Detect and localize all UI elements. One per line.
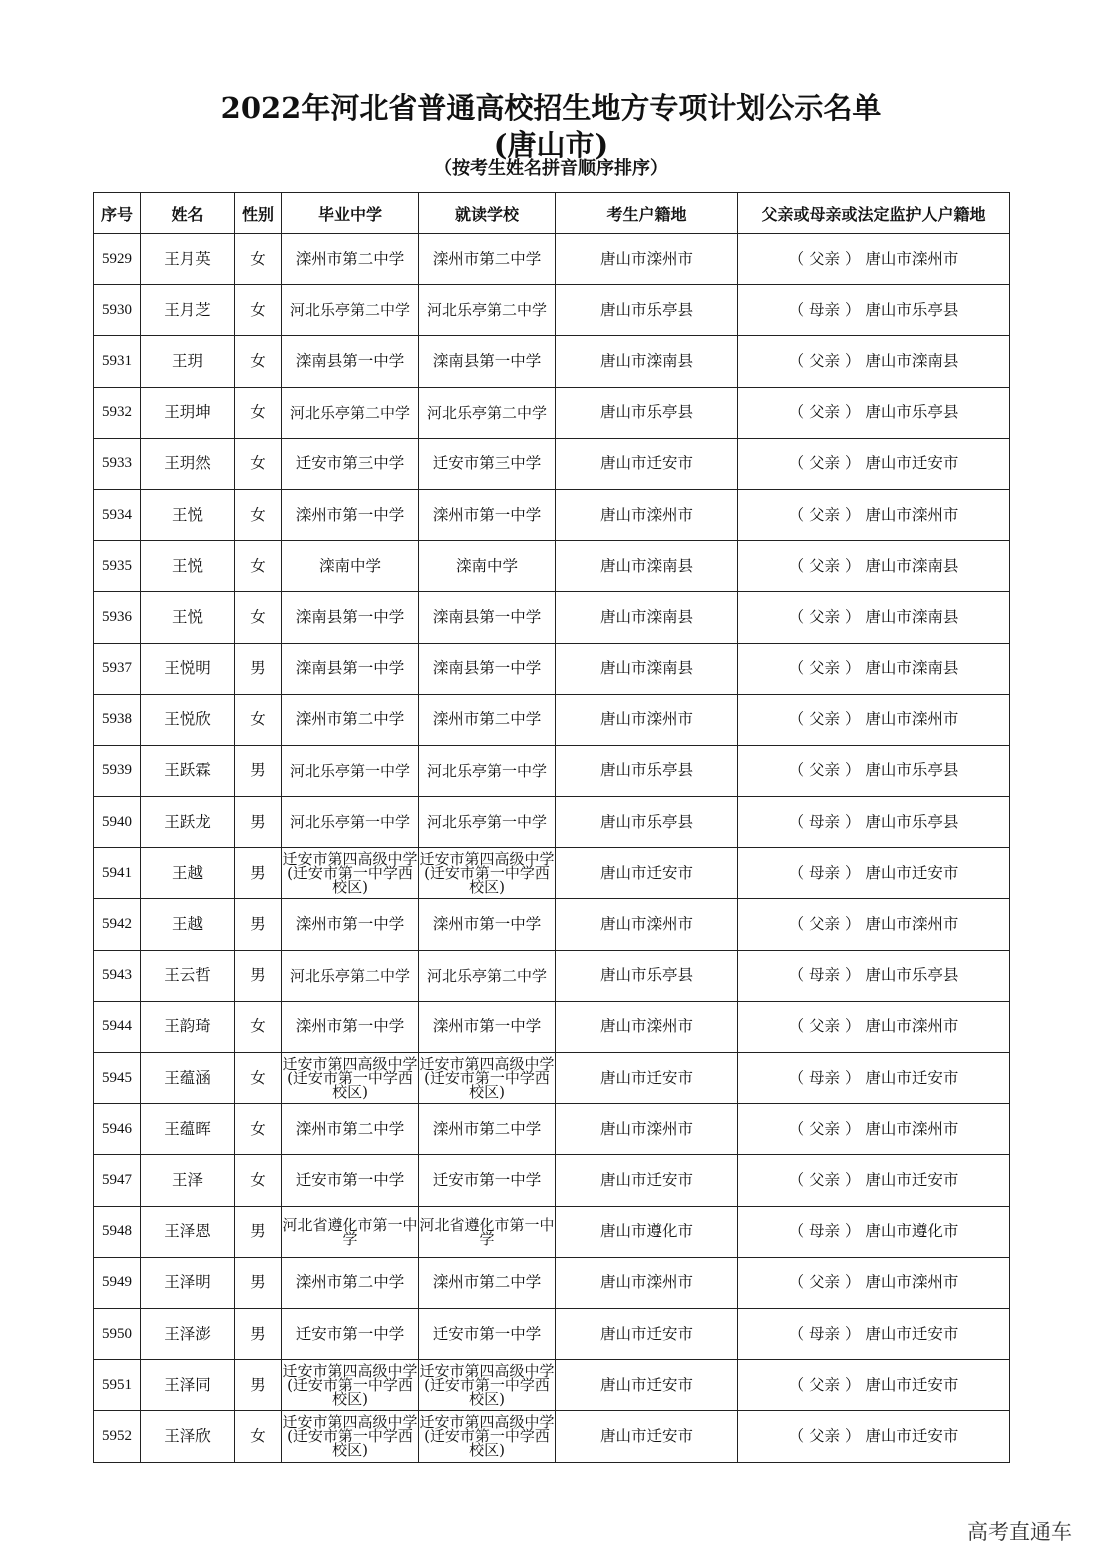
hukou-cell: 唐山市迁安市 [556, 1360, 738, 1411]
graduation-school-cell: 迁安市第四高级中学(迁安市第一中学西校区) [282, 1411, 419, 1462]
current-school-cell: 河北乐亭第二中学 [419, 387, 556, 438]
table-row [94, 592, 1010, 643]
gender-cell: 女 [235, 1001, 282, 1052]
name-cell: 王悦欣 [141, 694, 235, 745]
table-row [94, 694, 1010, 745]
gender-cell: 女 [235, 541, 282, 592]
gender-cell: 女 [235, 1155, 282, 1206]
gender-cell: 男 [235, 899, 282, 950]
guardian-hukou-cell: （ 母亲 ） 唐山市乐亭县 [738, 950, 1010, 1001]
hukou-cell: 唐山市滦州市 [556, 694, 738, 745]
gender-cell: 男 [235, 643, 282, 694]
index-cell: 5941 [94, 848, 141, 899]
table-row [94, 950, 1010, 1001]
graduation-school-cell: 迁安市第三中学 [282, 438, 419, 489]
gender-cell: 女 [235, 285, 282, 336]
index-cell: 5939 [94, 745, 141, 796]
header-name: 姓名 [141, 193, 235, 234]
table-row [94, 489, 1010, 540]
header-hukou: 考生户籍地 [556, 193, 738, 234]
name-cell: 王蕴涵 [141, 1053, 235, 1104]
name-cell: 王韵琦 [141, 1001, 235, 1052]
graduation-school-cell: 迁安市第四高级中学(迁安市第一中学西校区) [282, 1053, 419, 1104]
current-school-cell: 滦州市第一中学 [419, 489, 556, 540]
header-guardian-hukou: 父亲或母亲或法定监护人户籍地 [738, 193, 1010, 234]
table-row [94, 234, 1010, 285]
gender-cell: 男 [235, 1257, 282, 1308]
guardian-hukou-cell: （ 父亲 ） 唐山市乐亭县 [738, 387, 1010, 438]
hukou-cell: 唐山市滦南县 [556, 336, 738, 387]
name-cell: 王泽同 [141, 1360, 235, 1411]
hukou-cell: 唐山市乐亭县 [556, 285, 738, 336]
hukou-cell: 唐山市迁安市 [556, 1308, 738, 1359]
guardian-hukou-cell: （ 母亲 ） 唐山市乐亭县 [738, 797, 1010, 848]
name-cell: 王玥然 [141, 438, 235, 489]
graduation-school-cell: 迁安市第四高级中学(迁安市第一中学西校区) [282, 848, 419, 899]
hukou-cell: 唐山市滦州市 [556, 489, 738, 540]
current-school-cell: 滦州市第二中学 [419, 694, 556, 745]
name-cell: 王悦明 [141, 643, 235, 694]
hukou-cell: 唐山市乐亭县 [556, 797, 738, 848]
guardian-hukou-cell: （ 父亲 ） 唐山市滦州市 [738, 1001, 1010, 1052]
guardian-hukou-cell: （ 父亲 ） 唐山市迁安市 [738, 1360, 1010, 1411]
index-cell: 5947 [94, 1155, 141, 1206]
index-cell: 5952 [94, 1411, 141, 1462]
index-cell: 5946 [94, 1104, 141, 1155]
current-school-cell: 迁安市第四高级中学(迁安市第一中学西校区) [419, 1360, 556, 1411]
name-cell: 王泽澎 [141, 1308, 235, 1359]
table-row [94, 1308, 1010, 1359]
gender-cell: 男 [235, 797, 282, 848]
current-school-cell: 滦州市第一中学 [419, 899, 556, 950]
index-cell: 5940 [94, 797, 141, 848]
guardian-hukou-cell: （ 父亲 ） 唐山市滦州市 [738, 1257, 1010, 1308]
name-cell: 王泽 [141, 1155, 235, 1206]
table-row [94, 1257, 1010, 1308]
current-school-cell: 滦南县第一中学 [419, 336, 556, 387]
hukou-cell: 唐山市遵化市 [556, 1206, 738, 1257]
table-row [94, 1053, 1010, 1104]
index-cell: 5942 [94, 899, 141, 950]
hukou-cell: 唐山市滦南县 [556, 643, 738, 694]
name-cell: 王泽欣 [141, 1411, 235, 1462]
header-gender: 性别 [235, 193, 282, 234]
name-cell: 王悦 [141, 489, 235, 540]
index-cell: 5930 [94, 285, 141, 336]
name-cell: 王越 [141, 899, 235, 950]
gender-cell: 女 [235, 1411, 282, 1462]
gender-cell: 女 [235, 1053, 282, 1104]
current-school-cell: 河北乐亭第一中学 [419, 745, 556, 796]
graduation-school-cell: 迁安市第一中学 [282, 1308, 419, 1359]
name-cell: 王玥坤 [141, 387, 235, 438]
hukou-cell: 唐山市滦州市 [556, 1001, 738, 1052]
graduation-school-cell: 河北乐亭第二中学 [282, 285, 419, 336]
gender-cell: 男 [235, 1360, 282, 1411]
graduation-school-cell: 滦州市第一中学 [282, 1001, 419, 1052]
name-cell: 王越 [141, 848, 235, 899]
gender-cell: 女 [235, 387, 282, 438]
graduation-school-cell: 滦南县第一中学 [282, 592, 419, 643]
graduation-school-cell: 迁安市第四高级中学(迁安市第一中学西校区) [282, 1360, 419, 1411]
graduation-school-cell: 河北乐亭第二中学 [282, 387, 419, 438]
current-school-cell: 迁安市第四高级中学(迁安市第一中学西校区) [419, 1053, 556, 1104]
graduation-school-cell: 滦州市第二中学 [282, 234, 419, 285]
graduation-school-cell: 河北省遵化市第一中学 [282, 1206, 419, 1257]
index-cell: 5937 [94, 643, 141, 694]
guardian-hukou-cell: （ 父亲 ） 唐山市迁安市 [738, 1155, 1010, 1206]
document-title: 2022年河北省普通高校招生地方专项计划公示名单 [220, 91, 882, 125]
gender-cell: 男 [235, 1308, 282, 1359]
index-cell: 5933 [94, 438, 141, 489]
guardian-hukou-cell: （ 母亲 ） 唐山市乐亭县 [738, 285, 1010, 336]
hukou-cell: 唐山市滦南县 [556, 541, 738, 592]
table-row [94, 285, 1010, 336]
table-row [94, 336, 1010, 387]
gender-cell: 男 [235, 1206, 282, 1257]
graduation-school-cell: 河北乐亭第一中学 [282, 745, 419, 796]
index-cell: 5945 [94, 1053, 141, 1104]
current-school-cell: 迁安市第一中学 [419, 1155, 556, 1206]
table-row [94, 1206, 1010, 1257]
gender-cell: 女 [235, 489, 282, 540]
table-row [94, 643, 1010, 694]
index-cell: 5934 [94, 489, 141, 540]
graduation-school-cell: 滦南中学 [282, 541, 419, 592]
guardian-hukou-cell: （ 母亲 ） 唐山市遵化市 [738, 1206, 1010, 1257]
gender-cell: 女 [235, 694, 282, 745]
index-cell: 5929 [94, 234, 141, 285]
current-school-cell: 迁安市第一中学 [419, 1308, 556, 1359]
table-row [94, 1104, 1010, 1155]
hukou-cell: 唐山市迁安市 [556, 848, 738, 899]
graduation-school-cell: 滦南县第一中学 [282, 643, 419, 694]
hukou-cell: 唐山市滦州市 [556, 1104, 738, 1155]
table-row [94, 541, 1010, 592]
table-row [94, 1411, 1010, 1462]
guardian-hukou-cell: （ 父亲 ） 唐山市滦南县 [738, 541, 1010, 592]
index-cell: 5951 [94, 1360, 141, 1411]
current-school-cell: 河北省遵化市第一中学 [419, 1206, 556, 1257]
current-school-cell: 迁安市第三中学 [419, 438, 556, 489]
guardian-hukou-cell: （ 母亲 ） 唐山市迁安市 [738, 1053, 1010, 1104]
name-cell: 王悦 [141, 541, 235, 592]
name-cell: 王蕴晖 [141, 1104, 235, 1155]
gender-cell: 女 [235, 234, 282, 285]
current-school-cell: 迁安市第四高级中学(迁安市第一中学西校区) [419, 1411, 556, 1462]
current-school-cell: 滦州市第二中学 [419, 1104, 556, 1155]
name-cell: 王泽明 [141, 1257, 235, 1308]
table-row [94, 438, 1010, 489]
current-school-cell: 滦州市第二中学 [419, 234, 556, 285]
gender-cell: 女 [235, 438, 282, 489]
index-cell: 5935 [94, 541, 141, 592]
gender-cell: 男 [235, 745, 282, 796]
index-cell: 5943 [94, 950, 141, 1001]
guardian-hukou-cell: （ 父亲 ） 唐山市滦州市 [738, 899, 1010, 950]
gender-cell: 男 [235, 950, 282, 1001]
guardian-hukou-cell: （ 父亲 ） 唐山市迁安市 [738, 1411, 1010, 1462]
table-row [94, 797, 1010, 848]
guardian-hukou-cell: （ 母亲 ） 唐山市迁安市 [738, 848, 1010, 899]
sort-note: （按考生姓名拼音顺序排序） [434, 158, 668, 179]
guardian-hukou-cell: （ 父亲 ） 唐山市滦州市 [738, 694, 1010, 745]
hukou-cell: 唐山市滦州市 [556, 234, 738, 285]
hukou-cell: 唐山市乐亭县 [556, 745, 738, 796]
guardian-hukou-cell: （ 母亲 ） 唐山市迁安市 [738, 1308, 1010, 1359]
table-row [94, 1001, 1010, 1052]
index-cell: 5949 [94, 1257, 141, 1308]
hukou-cell: 唐山市乐亭县 [556, 387, 738, 438]
header-index: 序号 [94, 193, 141, 234]
name-cell: 王月英 [141, 234, 235, 285]
name-cell: 王泽恩 [141, 1206, 235, 1257]
header-graduation-school: 毕业中学 [282, 193, 419, 234]
index-cell: 5950 [94, 1308, 141, 1359]
index-cell: 5936 [94, 592, 141, 643]
name-cell: 王跃龙 [141, 797, 235, 848]
hukou-cell: 唐山市迁安市 [556, 1053, 738, 1104]
watermark-text: 高考直通车 [967, 1520, 1072, 1544]
index-cell: 5944 [94, 1001, 141, 1052]
hukou-cell: 唐山市迁安市 [556, 1411, 738, 1462]
graduation-school-cell: 滦州市第一中学 [282, 489, 419, 540]
hukou-cell: 唐山市迁安市 [556, 1155, 738, 1206]
current-school-cell: 河北乐亭第一中学 [419, 797, 556, 848]
name-cell: 王月芝 [141, 285, 235, 336]
gender-cell: 女 [235, 1104, 282, 1155]
guardian-hukou-cell: （ 父亲 ） 唐山市滦州市 [738, 489, 1010, 540]
current-school-cell: 滦州市第一中学 [419, 1001, 556, 1052]
graduation-school-cell: 河北乐亭第一中学 [282, 797, 419, 848]
graduation-school-cell: 河北乐亭第二中学 [282, 950, 419, 1001]
graduation-school-cell: 滦州市第二中学 [282, 694, 419, 745]
name-cell: 王玥 [141, 336, 235, 387]
graduation-school-cell: 滦南县第一中学 [282, 336, 419, 387]
index-cell: 5932 [94, 387, 141, 438]
graduation-school-cell: 滦州市第二中学 [282, 1257, 419, 1308]
guardian-hukou-cell: （ 父亲 ） 唐山市滦州市 [738, 234, 1010, 285]
gender-cell: 女 [235, 336, 282, 387]
index-cell: 5931 [94, 336, 141, 387]
table-row [94, 848, 1010, 899]
guardian-hukou-cell: （ 父亲 ） 唐山市迁安市 [738, 438, 1010, 489]
gender-cell: 女 [235, 592, 282, 643]
index-cell: 5948 [94, 1206, 141, 1257]
table-row [94, 1155, 1010, 1206]
graduation-school-cell: 滦州市第二中学 [282, 1104, 419, 1155]
name-cell: 王悦 [141, 592, 235, 643]
table-row [94, 387, 1010, 438]
name-cell: 王云哲 [141, 950, 235, 1001]
hukou-cell: 唐山市滦州市 [556, 899, 738, 950]
table-row [94, 745, 1010, 796]
current-school-cell: 迁安市第四高级中学(迁安市第一中学西校区) [419, 848, 556, 899]
gender-cell: 男 [235, 848, 282, 899]
guardian-hukou-cell: （ 父亲 ） 唐山市滦南县 [738, 643, 1010, 694]
header-current-school: 就读学校 [419, 193, 556, 234]
document-subtitle: (唐山市) [493, 128, 609, 162]
name-cell: 王跃霖 [141, 745, 235, 796]
current-school-cell: 滦南县第一中学 [419, 592, 556, 643]
graduation-school-cell: 迁安市第一中学 [282, 1155, 419, 1206]
hukou-cell: 唐山市迁安市 [556, 438, 738, 489]
guardian-hukou-cell: （ 父亲 ） 唐山市滦南县 [738, 592, 1010, 643]
index-cell: 5938 [94, 694, 141, 745]
current-school-cell: 滦南中学 [419, 541, 556, 592]
table-row [94, 899, 1010, 950]
roster-table [93, 192, 1010, 1463]
table-row [94, 1360, 1010, 1411]
graduation-school-cell: 滦州市第一中学 [282, 899, 419, 950]
guardian-hukou-cell: （ 父亲 ） 唐山市乐亭县 [738, 745, 1010, 796]
current-school-cell: 河北乐亭第二中学 [419, 285, 556, 336]
current-school-cell: 滦州市第二中学 [419, 1257, 556, 1308]
hukou-cell: 唐山市滦州市 [556, 1257, 738, 1308]
guardian-hukou-cell: （ 父亲 ） 唐山市滦南县 [738, 336, 1010, 387]
current-school-cell: 河北乐亭第二中学 [419, 950, 556, 1001]
table-header-row [94, 193, 1010, 234]
hukou-cell: 唐山市乐亭县 [556, 950, 738, 1001]
current-school-cell: 滦南县第一中学 [419, 643, 556, 694]
guardian-hukou-cell: （ 父亲 ） 唐山市滦州市 [738, 1104, 1010, 1155]
hukou-cell: 唐山市滦南县 [556, 592, 738, 643]
